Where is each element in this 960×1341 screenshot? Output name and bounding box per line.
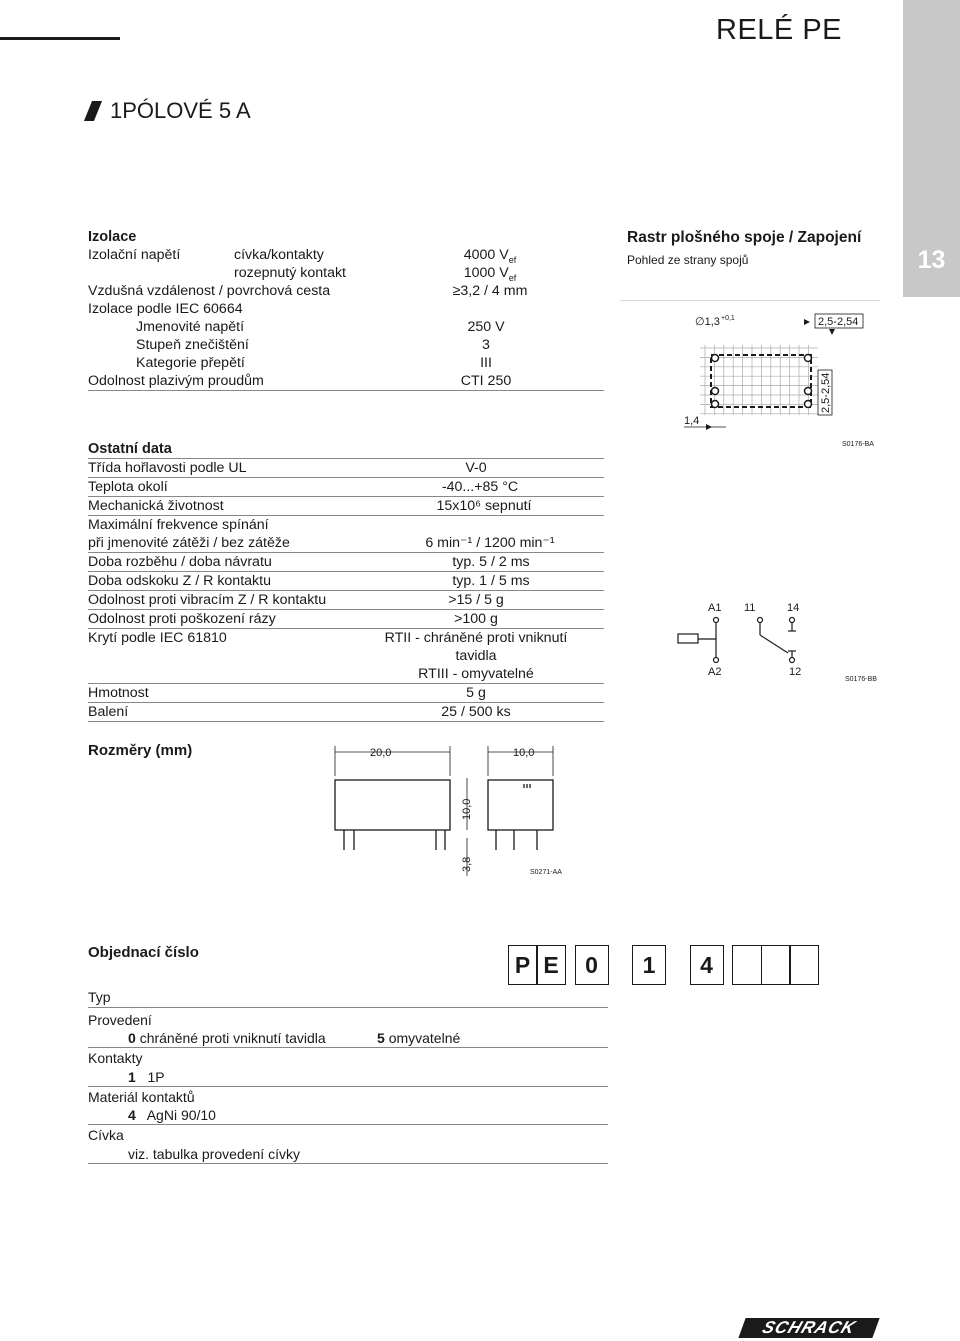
civka-label: Cívka [88, 1127, 124, 1143]
schrack-logo: SCHRACK [738, 1318, 879, 1338]
order-code-boxes [509, 945, 819, 985]
table-row: Stupeň znečištění 3 [136, 337, 490, 353]
provedeni-label: Provedení [88, 1012, 152, 1028]
other-data-table [88, 440, 604, 722]
pcb-subheading: Pohled ze strany spojů [627, 253, 749, 267]
pcb-heading: Rastr plošného spoje / Zapojení [627, 229, 862, 246]
table-row: tavidla [455, 648, 497, 664]
pitch-h-label: 2,5-2,54 [818, 316, 859, 328]
svg-text:10,0: 10,0 [461, 798, 473, 820]
svg-text:A1: A1 [708, 602, 722, 614]
table-row: rozepnutý kontakt 1000 $V_{ef}$ [234, 265, 517, 283]
table-row: Krytí podle IEC 61810 RTII - chráněné proti vniknutí [88, 630, 568, 646]
typ-label: Typ [88, 989, 111, 1005]
order-box: E [536, 945, 566, 985]
table-row: Teplota okolí -40...+85 °C [88, 478, 604, 497]
table-row: Doba odskoku Z / R kontaktu typ. 1 / 5 ms [88, 572, 604, 591]
dimensions-heading: Rozměry (mm) [88, 742, 193, 759]
pcb-layout-drawing [620, 300, 880, 465]
hole-diameter-label: ∅1,3 [695, 316, 720, 328]
table-row: Mechanická životnost 15x10⁶ sepnutí [88, 497, 604, 516]
svg-text:10,0: 10,0 [513, 747, 535, 759]
svg-text:S0176-BB: S0176-BB [845, 676, 877, 683]
table-row: Jmenovité napětí 250 V [136, 319, 505, 335]
civka-text: viz. tabulka provedení cívky [128, 1146, 300, 1162]
offset-label: 1,4 [684, 415, 700, 427]
table-row: Balení 25 / 500 ks [88, 703, 604, 722]
svg-text:20,0: 20,0 [370, 747, 392, 759]
section-title: 1PÓLOVÉ 5 A [110, 98, 251, 123]
section-heading [88, 98, 251, 124]
svg-text:14: 14 [787, 602, 800, 614]
order-box: P [508, 945, 538, 985]
table-row: Odolnost plazivým proudům CTI 250 [88, 372, 604, 391]
insulation-heading: Izolace [88, 229, 137, 245]
table-row: Doba rozběhu / doba návratu typ. 5 / 2 ms [88, 553, 604, 572]
order-box: 4 [690, 945, 724, 985]
order-box [732, 945, 762, 985]
drawing-code: S0176-BA [842, 441, 874, 448]
insulation-table [88, 228, 604, 391]
table-row: Vzdušná vzdálenost / povrchová cesta ≥3,2 / 4 mm [88, 283, 528, 299]
table-row: Izolace podle IEC 60664 [88, 301, 243, 317]
kontakty-label: Kontakty [88, 1050, 143, 1066]
order-box: 0 [575, 945, 609, 985]
svg-text:11: 11 [744, 602, 756, 614]
table-row: Kategorie přepětí III [136, 355, 492, 371]
table-row: Odolnost proti vibracím Z / R kontaktu >15 / 5 g [88, 591, 604, 610]
svg-text:+0,1: +0,1 [721, 315, 735, 322]
table-row: Maximální frekvence spínání [88, 517, 269, 533]
order-box [789, 945, 819, 985]
section-marker-icon [84, 101, 102, 121]
table-row: Třída hořlavosti podle UL V-0 [88, 459, 604, 478]
dimensions-drawing [325, 738, 585, 878]
other-data-heading: Ostatní data [88, 441, 172, 457]
svg-text:A2: A2 [708, 666, 722, 678]
svg-text:12: 12 [789, 666, 802, 678]
top-rule [0, 37, 120, 40]
svg-text:S0271-AA: S0271-AA [530, 869, 562, 876]
table-row: Hmotnost 5 g [88, 684, 604, 703]
material-label: Materiál kontaktů [88, 1089, 195, 1105]
wiring-diagram [670, 595, 880, 690]
table-row: Izolační napětí cívka/kontakty 4000 $V_{ef}$ [88, 247, 517, 265]
table-row: RTIII - omyvatelné [88, 665, 604, 684]
ordering-heading: Objednací číslo [88, 944, 199, 961]
pitch-v-label: 2,5-2,54 [820, 372, 832, 413]
page-title: RELÉ PE [716, 14, 842, 46]
svg-text:3,8: 3,8 [461, 856, 473, 872]
table-row: při jmenovité zátěži / bez zátěže 6 min⁻¹ / 1200 min⁻¹ [88, 534, 604, 553]
order-box: 1 [632, 945, 666, 985]
table-row: Odolnost proti poškození rázy >100 g [88, 610, 604, 629]
order-box [761, 945, 791, 985]
chapter-number: 13 [917, 246, 946, 274]
